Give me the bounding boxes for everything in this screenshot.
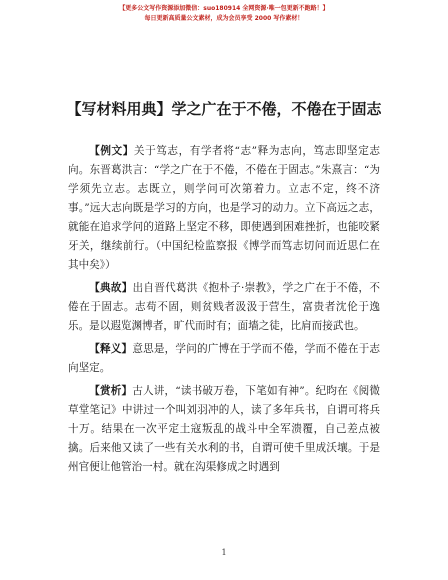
section-tag: 【赏析】 [89,385,133,397]
paragraph-text: 古人讲，“读书破万卷，下笔如有神”。纪昀在《阅微草堂笔记》中讲过一个叫刘羽冲的人，读了多年兵书，自谓可将兵十万。结果在一次平定土寇叛乱的战斗中全军溃覆，自己差点被擒。后来他又读了一些有关水利的书，自谓可使千里成沃壤。于是州官便让他管治一村。就在沟渠修成之时遇到 [68,385,380,473]
paragraph-text: 出自晋代葛洪《抱朴子·崇教》，学之广在于不倦，不倦在于固志。志苟不固，则贫贱者汲汲于营生，富贵者沈伦于逸乐。是以遐览渊博者，旷代而时有；面墙之徒，比肩而接武也。 [68,282,380,332]
header-banner [0,4,448,24]
document-title: 【写材料用典】学之广在于不倦，不倦在于固志 [66,100,382,118]
banner-line-2: 每日更新高质量公文素材，成为会员享受 2000 写作素材！ [144,15,304,22]
paragraph-example [68,142,380,275]
paragraph-text: 关于笃志，有学者将“志”释为志向，笃志即坚定志向。东晋葛洪言：“学之广在于不倦，不倦在于固志。”朱熹言：“为学须先立志。志既立，则学问可次第着力。立志不定，终不济事。”远大志向既是学习的方向，也是学习的动力。立下高远之志，就能在追求学问的道路上坚定不移，即使遇到困难挫折，也能咬紧牙关，继续前行。（中国纪检监察报《博学而笃志切问而近思仁在其中矣》） [68,145,380,271]
paragraph-text: 意思是，学问的广博在于学而不倦，学而不倦在于志向坚定。 [68,343,381,374]
paragraph-meaning [68,340,380,378]
page-number: 1 [221,548,227,557]
section-tag: 【典故】 [89,282,133,294]
document-body [68,142,380,481]
paragraph-appreciation [68,382,380,477]
section-tag: 【释义】 [89,343,133,355]
paragraph-allusion [68,279,380,336]
section-tag: 【例文】 [89,145,134,157]
banner-line-1: 【更多公文写作资源添加微信：suo180914 全网资源·唯一包更新不跑路！】 [119,5,329,12]
